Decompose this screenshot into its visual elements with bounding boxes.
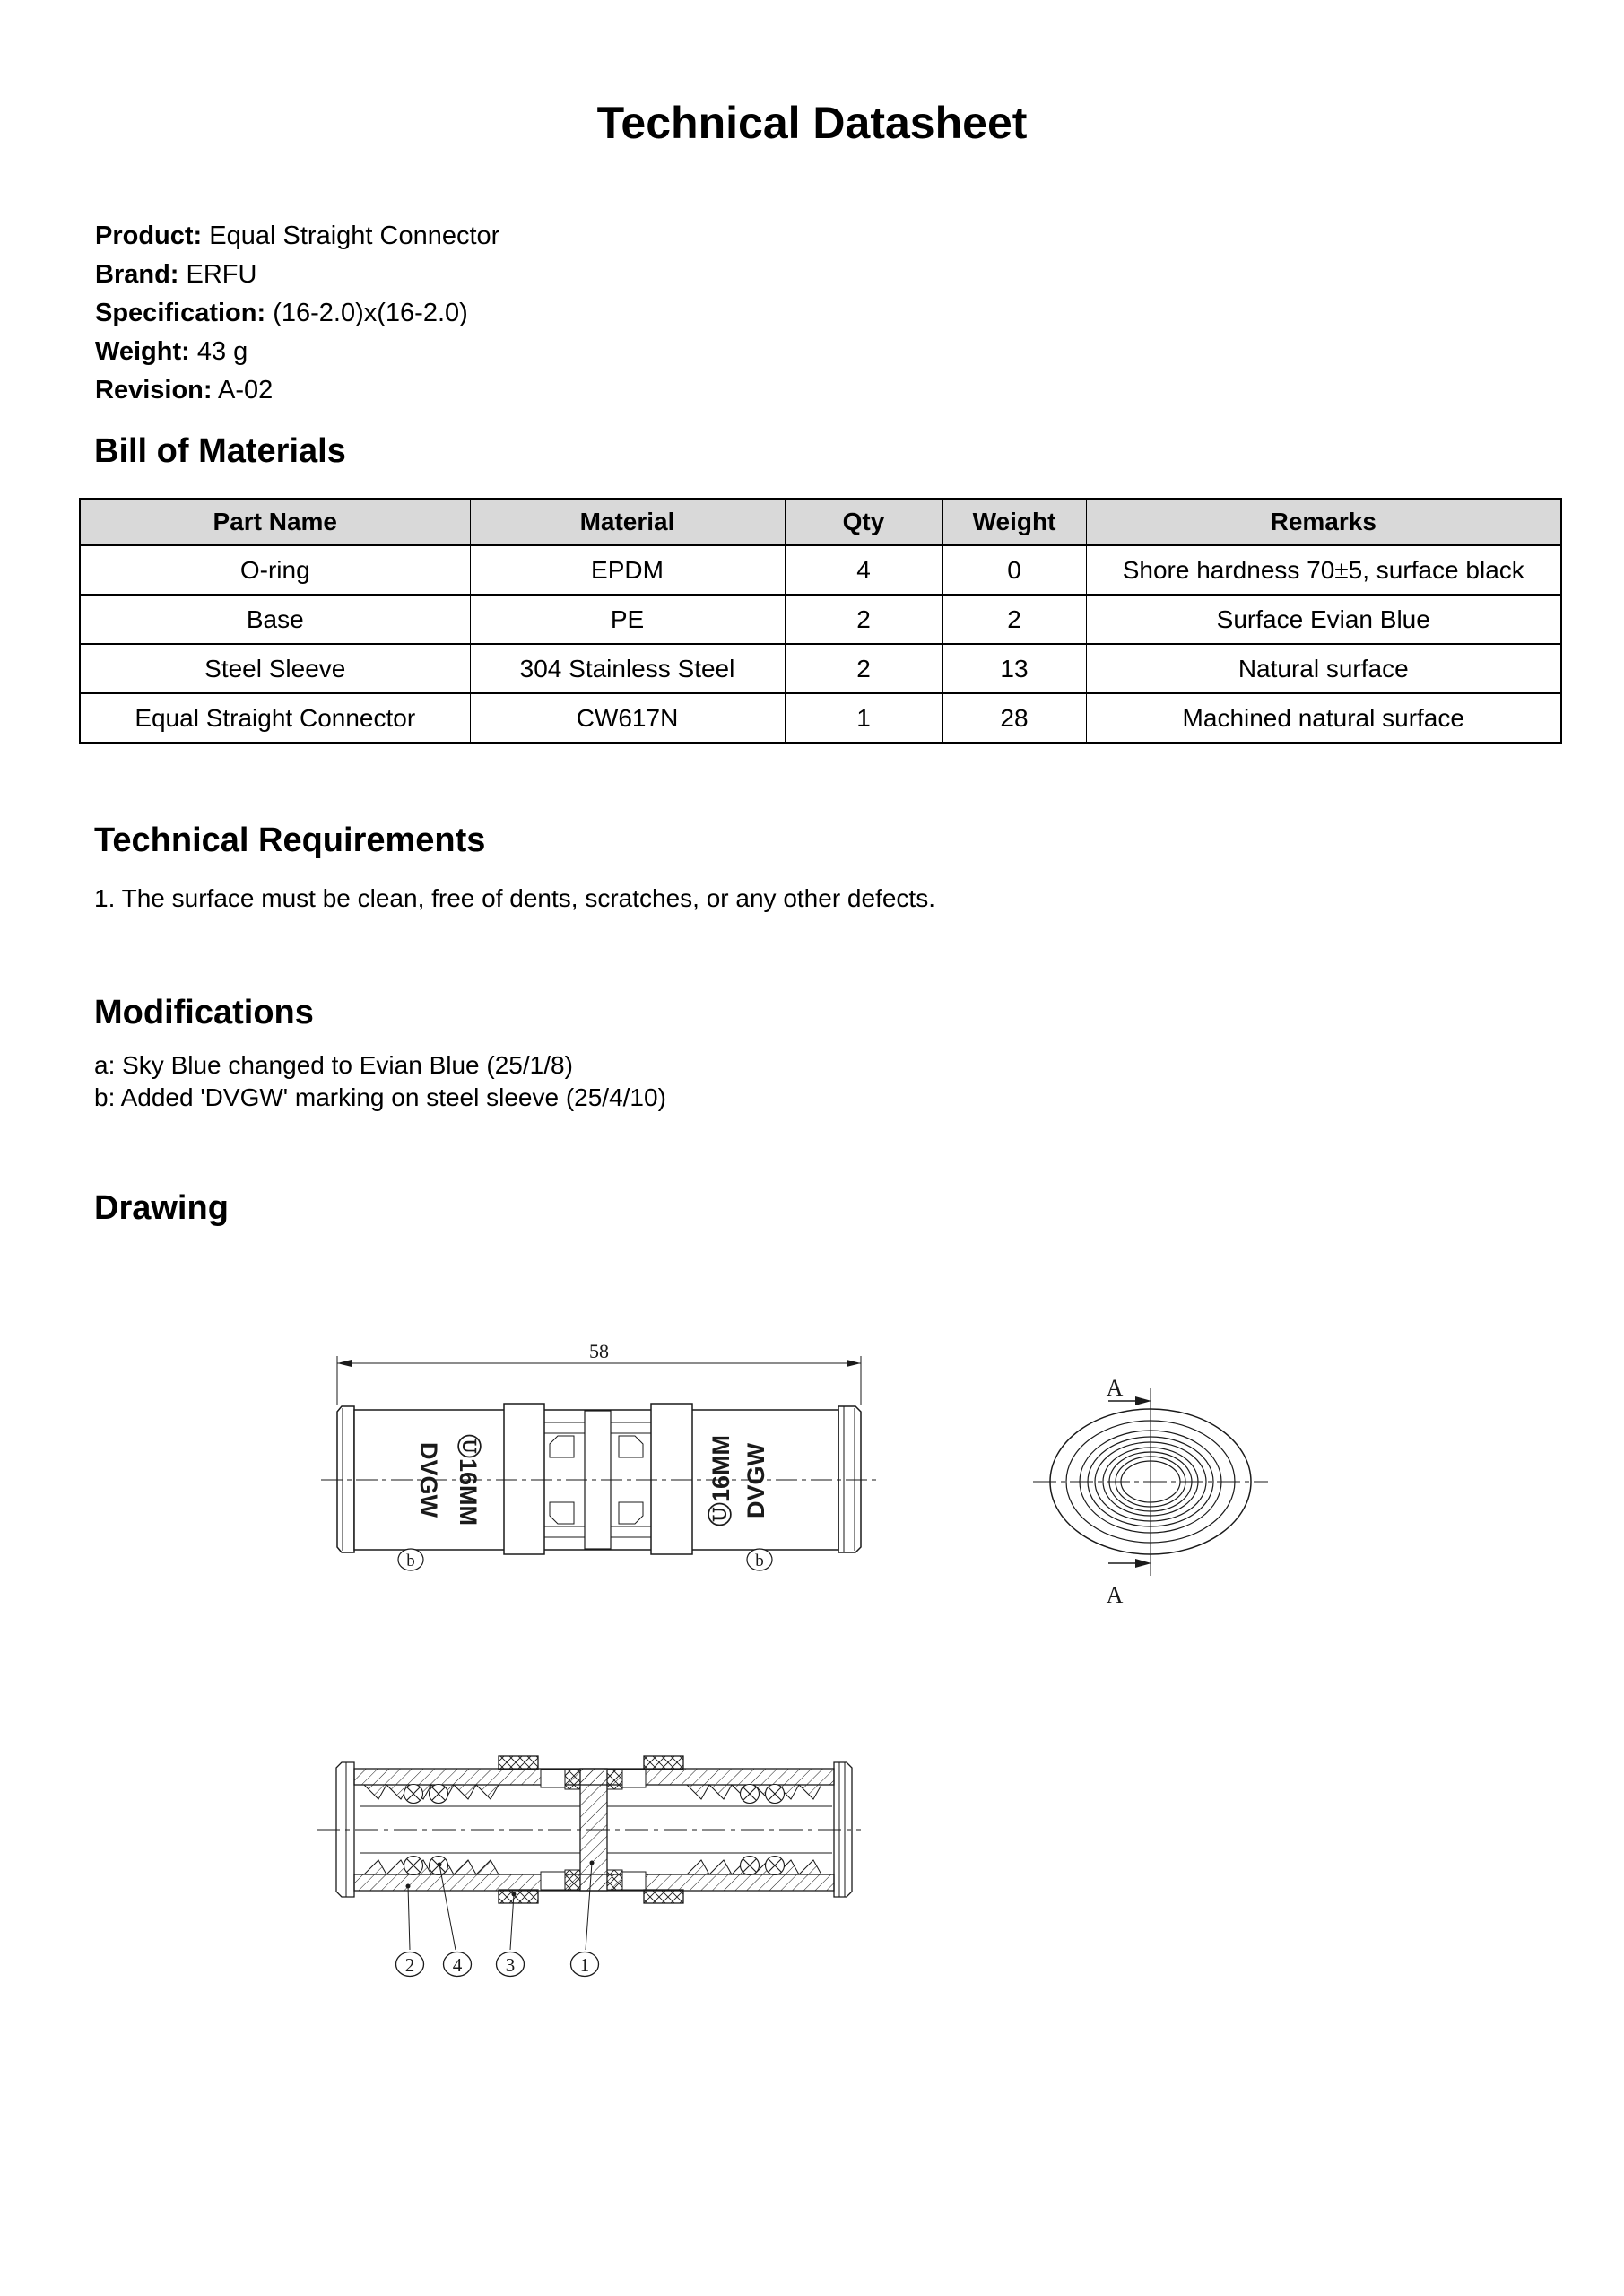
- bom-cell: 4: [785, 545, 942, 595]
- marking-size-text: Ⓤ16MM: [455, 1433, 482, 1526]
- bom-cell: 28: [942, 693, 1086, 743]
- end-view: [1033, 1375, 1268, 1608]
- revision-balloon-b-right: [747, 1549, 772, 1570]
- product-field: [95, 371, 499, 410]
- product-field-value: 43 g: [196, 337, 248, 366]
- part-balloon-4: [444, 1952, 472, 1977]
- part-balloon-1: [571, 1952, 599, 1977]
- product-field-value: A-02: [218, 376, 274, 404]
- product-field: [95, 333, 499, 371]
- section-arrow-a-top: [1107, 1375, 1151, 1405]
- bom-cell: EPDM: [470, 545, 785, 595]
- technical-requirement-item: 1. The surface must be clean, free of dents, scratches, or any other defects.: [94, 884, 935, 912]
- bom-header-row: [80, 499, 1561, 545]
- balloon-number: 3: [505, 1954, 516, 1976]
- balloon-number: 4: [452, 1954, 463, 1976]
- side-view: [321, 1340, 877, 1570]
- bom-col-qty: Qty: [785, 499, 942, 545]
- technical-drawing: [296, 1336, 1327, 2000]
- bom-cell: PE: [470, 595, 785, 644]
- bom-col-weight: Weight: [942, 499, 1086, 545]
- bom-cell: 304 Stainless Steel: [470, 644, 785, 693]
- page-title: Technical Datasheet: [596, 98, 1028, 148]
- bom-cell: Natural surface: [1086, 644, 1561, 693]
- table-row: [80, 644, 1561, 693]
- section-arrow-a-bottom: [1107, 1559, 1151, 1608]
- section-label-a: A: [1106, 1375, 1124, 1401]
- bom-cell: 2: [785, 644, 942, 693]
- balloon-letter: b: [755, 1552, 764, 1570]
- product-field-value: Equal Straight Connector: [209, 222, 500, 250]
- bom-cell: Steel Sleeve: [80, 644, 470, 693]
- modification-item: a: Sky Blue changed to Evian Blue (25/1/8): [94, 1051, 573, 1079]
- bom-cell: Shore hardness 70±5, surface black: [1086, 545, 1561, 595]
- dimension-label: 58: [589, 1340, 609, 1362]
- table-row: [80, 595, 1561, 644]
- product-field-value: (16-2.0)x(16-2.0): [273, 299, 468, 327]
- product-field: [95, 256, 499, 294]
- section-view: [317, 1756, 861, 1977]
- bom-cell: 2: [785, 595, 942, 644]
- product-field-label: Revision:: [95, 376, 213, 404]
- technical-requirements-heading: Technical Requirements: [94, 822, 486, 859]
- section-label-a: A: [1106, 1582, 1124, 1608]
- bom-heading: Bill of Materials: [94, 432, 346, 470]
- product-field-value: ERFU: [186, 260, 257, 289]
- bom-cell: O-ring: [80, 545, 470, 595]
- balloon-letter: b: [406, 1552, 415, 1570]
- table-row: [80, 693, 1561, 743]
- product-field: [95, 217, 499, 256]
- balloon-number: 2: [404, 1954, 415, 1976]
- marking-dvgw-text: DVGW: [415, 1442, 442, 1518]
- part-balloon-2: [396, 1952, 424, 1977]
- modifications-list: [94, 1049, 666, 1114]
- product-field-label: Weight:: [95, 337, 190, 366]
- balloon-number: 1: [579, 1954, 590, 1976]
- bom-cell: 13: [942, 644, 1086, 693]
- bom-cell: CW617N: [470, 693, 785, 743]
- bom-cell: 1: [785, 693, 942, 743]
- bom-cell: Base: [80, 595, 470, 644]
- marking-size-text: Ⓤ16MM: [708, 1434, 734, 1527]
- bom-col-part-name: Part Name: [80, 499, 470, 545]
- product-field-label: Specification:: [95, 299, 266, 327]
- bom-cell: Machined natural surface: [1086, 693, 1561, 743]
- modifications-heading: Modifications: [94, 994, 314, 1031]
- bom-cell: 2: [942, 595, 1086, 644]
- bom-col-material: Material: [470, 499, 785, 545]
- product-field-label: Product:: [95, 222, 203, 250]
- revision-balloon-b-left: [398, 1549, 423, 1570]
- marking-dvgw-text: DVGW: [743, 1443, 769, 1518]
- bom-cell: 0: [942, 545, 1086, 595]
- bom-cell: Equal Straight Connector: [80, 693, 470, 743]
- modification-item: b: Added 'DVGW' marking on steel sleeve (25/4/10): [94, 1083, 666, 1111]
- table-row: [80, 545, 1561, 595]
- bom-col-remarks: Remarks: [1086, 499, 1561, 545]
- product-field-label: Brand:: [95, 260, 179, 289]
- part-balloon-3: [497, 1952, 525, 1977]
- product-info-block: [95, 217, 499, 410]
- bom-table: [79, 498, 1562, 744]
- drawing-heading: Drawing: [94, 1189, 229, 1227]
- product-field: [95, 294, 499, 333]
- dimension-58: [337, 1340, 861, 1405]
- bom-cell: Surface Evian Blue: [1086, 595, 1561, 644]
